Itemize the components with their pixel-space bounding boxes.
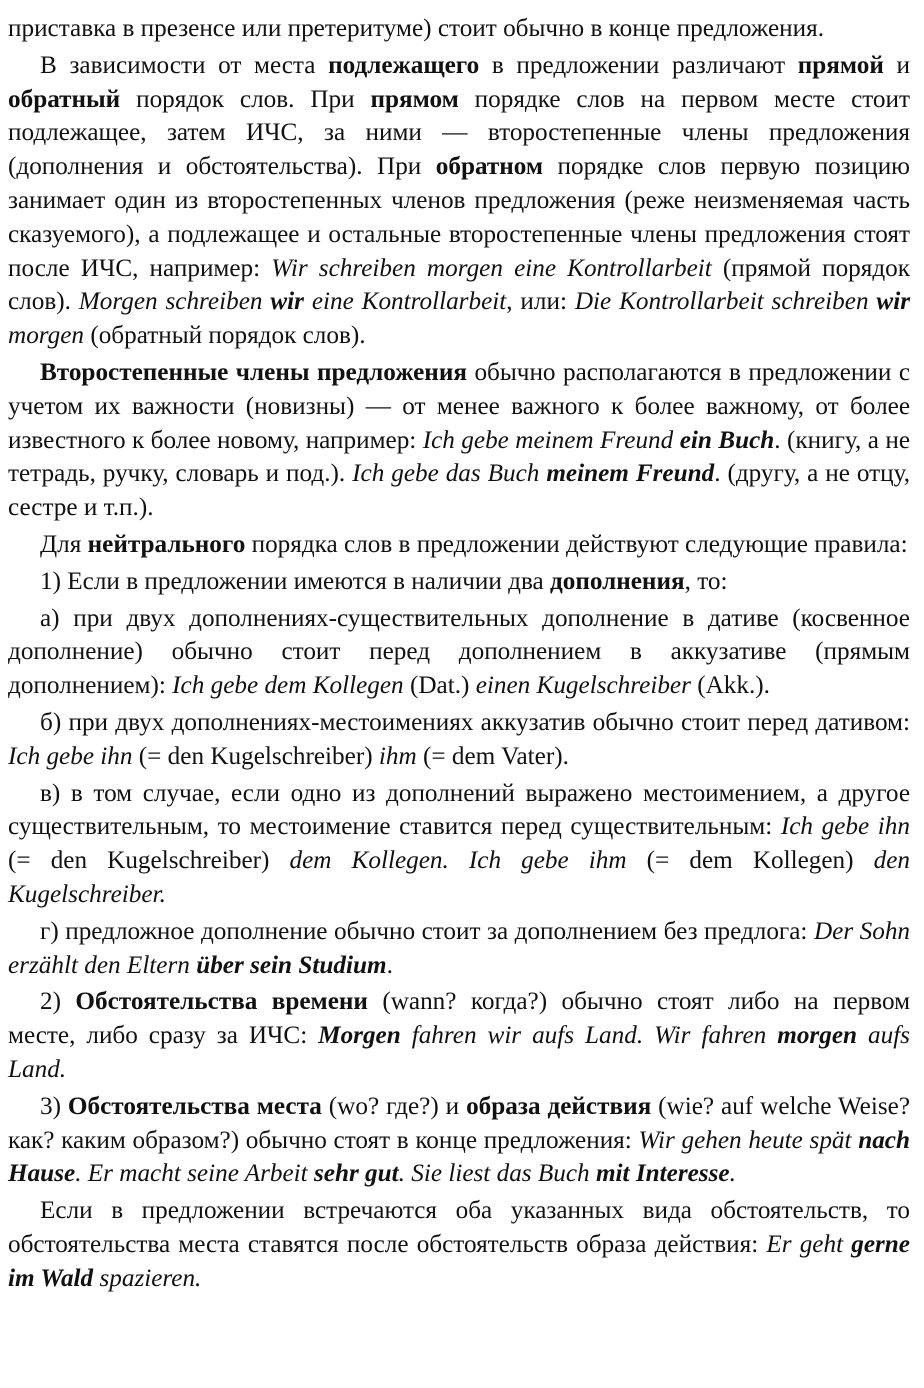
text-run: spazieren. [93,1264,202,1292]
text-run: , то: [684,567,728,595]
paragraph-neutral-order-intro [8,528,910,562]
text-run: г) предложное дополнение обычно стоит за дополнением без предлога: [40,917,814,945]
text-run: обратный [8,85,121,113]
text-run: gerne [851,1230,910,1258]
text-run: eine Kontrollarbeit [303,288,507,316]
paragraph-rule-1b [8,706,910,774]
text-run: подлежащего [328,51,480,79]
text-run: morgen [8,322,85,350]
text-run: б) при двух дополнениях-местоимениях аккузатив обычно стоит перед дативом: [40,708,910,736]
text-run: Der Sohn erzählt den Eltern [8,917,911,979]
text-run: , или: [506,288,575,316]
paragraph-rule-1g [8,915,910,983]
text-run: wir [876,288,911,316]
text-run: (wo? где?) и [321,1092,467,1120]
text-run: а) при двух дополнениях-существительных дополнение в дативе (косвенное дополнение) обычно стоит перед дополнением в аккузативе (прямым дополнением): [8,604,910,700]
text-run: Обстоятельства времени [75,988,368,1016]
paragraph-rule-3 [8,1090,910,1191]
text-run: Для [40,530,88,558]
text-run: Ich gebe ihn [8,742,133,770]
text-run: Обстоятельства места [67,1092,322,1120]
text-run: nach Hause [8,1126,910,1188]
text-run: (Dat.) [403,672,476,700]
text-run: Если в предложении встречаются оба указанных вида обстоятельств, то обстоятельства места ставятся после обстоятельств образа действия: [8,1197,910,1258]
paragraph-both-circumstances [8,1194,910,1295]
text-run: обратном [435,153,544,181]
text-run: порядке слов первую позицию занимает один из второстепенных членов предложения (реже неизменяемая часть сказуемого), а подлежащее и остальные второстепенные члены предложения стоят после ИЧС, например: [8,153,910,282]
text-run: в) в том случае, если одно из дополнений выражено местоимением, а другое существительным, то местоимение ставится перед существительным: [8,779,910,841]
text-run: Die Kontrollarbeit schreiben [574,288,877,316]
text-run: . [729,1160,736,1188]
text-run: . Er macht seine Arbeit [75,1160,314,1188]
paragraph-rule-2 [8,985,910,1086]
text-run: über sein Studium [196,951,387,979]
text-run: Morgen [318,1022,401,1050]
text-run: Er geht [766,1230,852,1258]
text-body [8,12,910,1295]
paragraph-rule-1 [8,565,910,599]
text-run: обычно располагаются в предложении с учетом их важности (новизны) — от менее важного к более важному, от более известного к более новому, например: [8,358,910,454]
text-run: (= den Kugelschreiber) [8,847,290,875]
text-run: (обратный порядок слов). [84,322,366,350]
text-run: (Akk.). [690,672,770,700]
text-run: приставка в презенсе или претеритуме) стоит обычно в конце предложения. [8,15,824,42]
text-run: . (другу, а не отцу, сестре и т.п.). [8,460,910,522]
text-run: 3) [40,1092,68,1120]
text-run: (прямой порядок слов). [8,254,911,316]
paragraph-rule-1a [8,602,910,703]
paragraph-direct-inverse-order [8,49,910,353]
text-run: (= den Kugelschreiber) [132,742,379,770]
text-run: aufs Land. [8,1022,910,1083]
text-run: В зависимости от места [40,51,329,79]
text-run: im Wald [8,1264,94,1292]
text-run: sehr gut [313,1160,399,1188]
text-run: порядка слов в предложении действуют следующие правила: [245,530,908,558]
text-run: Ich gebe das Buch [352,460,547,488]
text-run: Morgen schreiben [78,288,271,316]
text-run: meinem Freund [546,460,715,488]
text-run: образа действия [466,1092,652,1120]
text-run: ein Buch [679,426,775,454]
text-run: . [386,951,393,979]
text-run: в предложении различают [479,51,798,79]
text-run: Ich gebe ihn [780,813,910,841]
text-run: Wir schreiben morgen eine Kontrollarbeit [271,254,712,282]
text-run: Второстепенные члены предложения [40,358,467,386]
text-run: 1) Если в предложении имеются в наличии два [40,567,550,595]
text-run: fahren wir aufs Land. Wir fahren [400,1022,778,1050]
text-run: mit Interesse [595,1160,730,1188]
text-run: ihm [378,742,417,770]
text-run: нейтрального [87,530,246,558]
text-run: . Sie liest das Buch [398,1160,596,1188]
paragraph-secondary-members [8,356,910,525]
text-run: Ich gebe dem Kollegen [172,672,404,700]
text-run: порядке слов на первом месте стоит подлежащее, затем ИЧС, за ними — второстепенные члены предложения (дополнения и обстоятельства). При [8,85,910,181]
text-run: Wir gehen heute spät [638,1126,859,1154]
text-run: einen Kugelschreiber [475,672,691,700]
text-run: . (книгу, а не тетрадь, ручку, словарь и под.). [8,426,910,488]
text-run: и [883,51,910,79]
text-run: (wie? auf welche Weise? как? каким образом?) обычно стоят в конце предложения: [8,1092,911,1154]
text-run: прямой [797,51,884,79]
text-run: дополнения [550,567,685,595]
text-run: (wann? когда?) обычно стоят либо на первом месте, либо сразу за ИЧС: [8,988,911,1050]
text-run: wir [270,288,304,316]
text-run: Ich gebe meinem Freund [422,426,680,454]
text-run: morgen [777,1022,858,1050]
text-run: 2) [40,988,76,1016]
text-run: прямом [370,85,459,113]
paragraph-verb-position-end [8,12,910,46]
text-run: den Kugelschreiber. [8,847,911,908]
text-run: (= dem Kollegen) [626,847,874,875]
text-run: (= dem Vater). [416,742,569,770]
text-run: dem Kollegen. Ich gebe ihm [289,847,627,875]
paragraph-rule-1v [8,777,910,912]
text-run: порядок слов. При [120,85,371,113]
